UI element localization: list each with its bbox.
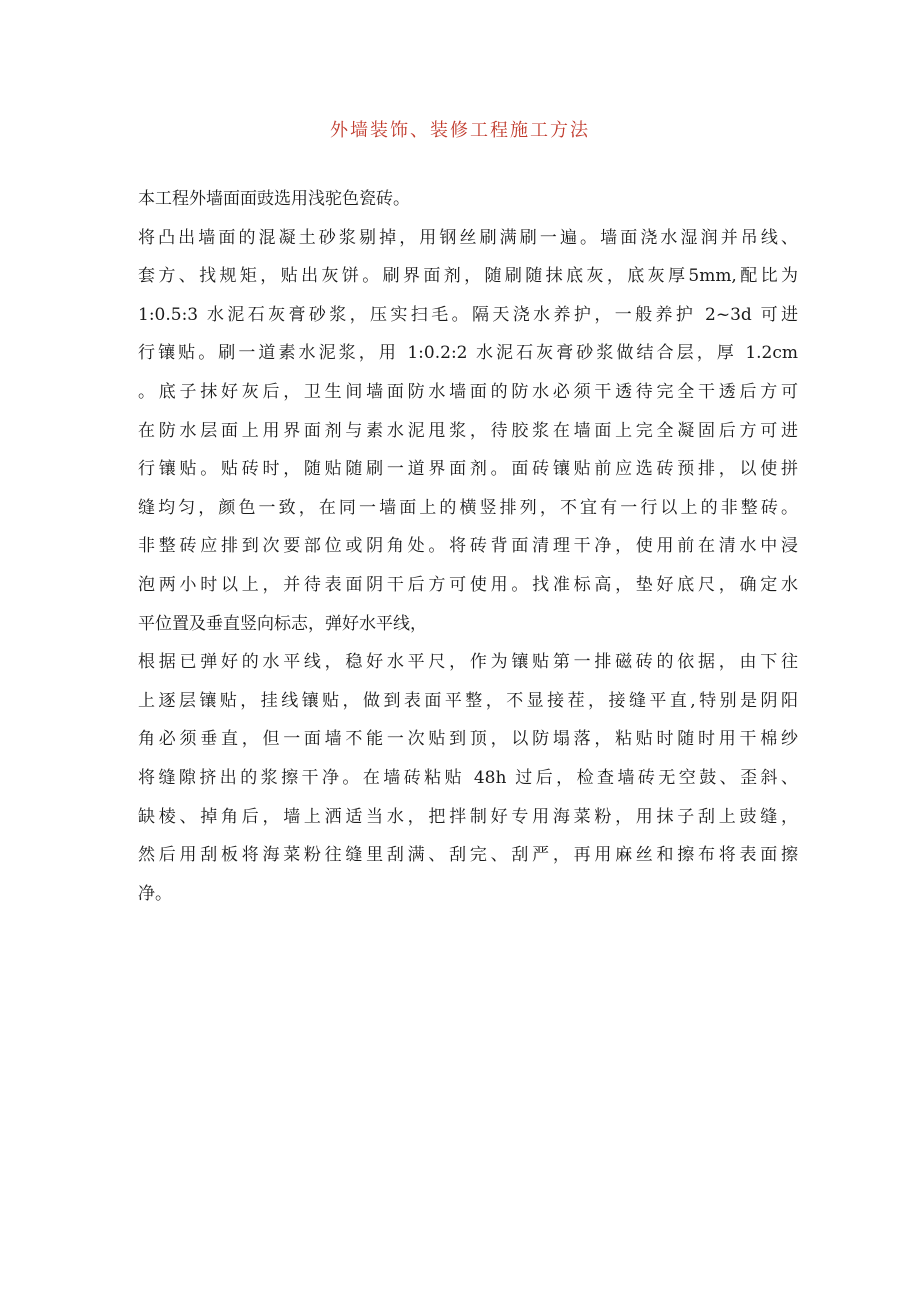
document-body — [138, 180, 798, 913]
text-line: 缝均匀，颜色一致，在同一墙面上的横竖排列，不宜有一行以上的非整砖。 — [138, 497, 798, 518]
text-line: 非整砖应排到次要部位或阴角处。将砖背面清理干净，使用前在清水中浸 — [138, 536, 798, 557]
text-line: 泡两小时以上，并待表面阴干后方可使用。找准标高，垫好底尺，确定水 — [138, 574, 798, 595]
text-line: 平位置及垂直竖向标志，弹好水平线， — [138, 613, 427, 634]
text-line: 将缝隙挤出的浆擦干净。在墙砖粘贴 48h 过后，检查墙砖无空鼓、歪斜、 — [138, 767, 798, 788]
text-line: 。底子抹好灰后，卫生间墙面防水墙面的防水必须干透待完全干透后方可 — [138, 381, 798, 402]
text-line: 行镶贴。刷一道素水泥浆，用 1:0.2:2 水泥石灰膏砂浆做结合层，厚 1.2cm — [138, 343, 798, 364]
text-line: 本工程外墙面面豉选用浅驼色瓷砖。 — [138, 189, 410, 209]
text-line: 根据已弹好的水平线，稳好水平尺，作为镶贴第一排磁砖的依据，由下往 — [138, 652, 798, 673]
text-line: 角必须垂直，但一面墙不能一次贴到顶，以防塌落，粘贴时随时用干棉纱 — [138, 729, 798, 750]
text-line: 在防水层面上用界面剂与素水泥甩浆，待胶浆在墙面上完全凝固后方可进 — [138, 420, 798, 441]
text-line: 上逐层镶贴，挂线镶贴，做到表面平整，不显接茬，接缝平直,特别是阴阳 — [138, 690, 798, 711]
text-line: 套方、找规矩，贴出灰饼。刷界面剂，随刷随抹底灰，底灰厚5mm,配比为 — [138, 266, 798, 287]
document-title: 外墙装饰、装修工程施工方法 — [330, 120, 590, 141]
text-line: 然后用刮板将海菜粉往缝里刮满、刮完、刮严，再用麻丝和擦布将表面擦 — [138, 845, 798, 866]
text-line: 将凸出墙面的混凝土砂浆剔掉，用钢丝刷满刷一遍。墙面浇水湿润并吊线、 — [138, 227, 798, 248]
text-line: 净。 — [138, 883, 172, 904]
text-line: 1:0.5:3 水泥石灰膏砂浆，压实扫毛。隔天浇水养护，一般养护 2~3d 可进 — [138, 304, 798, 325]
text-line: 行镶贴。贴砖时，随贴随刷一道界面剂。面砖镶贴前应选砖预排，以使拼 — [138, 459, 798, 480]
text-line: 缺棱、掉角后，墙上洒适当水，把拌制好专用海菜粉，用抹子刮上豉缝， — [138, 806, 798, 827]
